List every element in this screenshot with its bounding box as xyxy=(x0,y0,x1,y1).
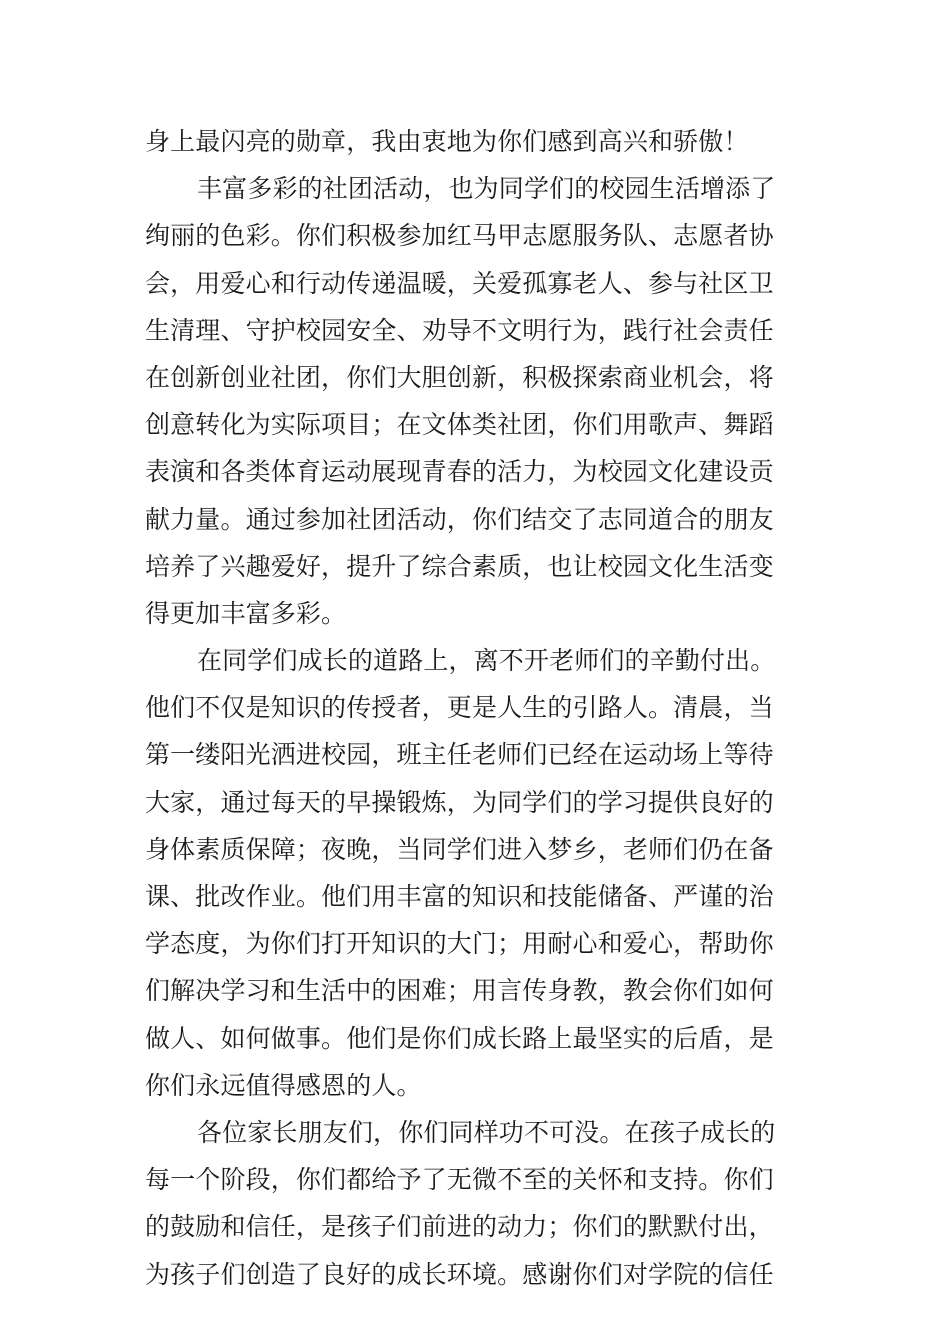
text-line: 绚丽的色彩。你们积极参加红马甲志愿服务队、志愿者协 xyxy=(145,221,774,251)
text-line: 培养了兴趣爱好，提升了综合素质，也让校园文化生活变 xyxy=(145,551,774,581)
text-line: 你们永远值得感恩的人。 xyxy=(145,1070,422,1100)
text-line: 丰富多彩的社团活动，也为同学们的校园生活增添了 xyxy=(197,174,776,204)
text-line: 创意转化为实际项目；在文体类社团，你们用歌声、舞蹈 xyxy=(145,410,774,440)
text-line: 第一缕阳光洒进校园，班主任老师们已经在运动场上等待 xyxy=(145,740,774,770)
text-line: 们解决学习和生活中的困难；用言传身教，教会你们如何 xyxy=(145,976,774,1006)
text-line: 生清理、守护校园安全、劝导不文明行为，践行社会责任 xyxy=(145,315,774,345)
text-line: 大家，通过每天的早操锻炼，为同学们的学习提供良好的 xyxy=(145,787,774,817)
text-line: 他们不仅是知识的传授者，更是人生的引路人。清晨，当 xyxy=(145,693,774,723)
text-line: 表演和各类体育运动展现青春的活力，为校园文化建设贡 xyxy=(145,457,774,487)
text-line: 身体素质保障；夜晚，当同学们进入梦乡，老师们仍在备 xyxy=(145,834,774,864)
text-line: 学态度，为你们打开知识的大门；用耐心和爱心，帮助你 xyxy=(145,929,774,959)
text-line: 献力量。通过参加社团活动，你们结交了志同道合的朋友 xyxy=(145,504,774,534)
text-line: 做人、如何做事。他们是你们成长路上最坚实的后盾，是 xyxy=(145,1023,774,1053)
text-line: 在同学们成长的道路上，离不开老师们的辛勤付出。 xyxy=(197,646,776,676)
text-line: 课、批改作业。他们用丰富的知识和技能储备、严谨的治 xyxy=(145,882,774,911)
text-line: 得更加丰富多彩。 xyxy=(145,598,347,628)
text-line: 各位家长朋友们，你们同样功不可没。在孩子成长的 xyxy=(197,1117,776,1147)
document-body xyxy=(145,118,810,1298)
text-line: 在创新创业社团，你们大胆创新，积极探索商业机会，将 xyxy=(145,362,774,392)
text-line: 身上最闪亮的勋章，我由衷地为你们感到高兴和骄傲！ xyxy=(145,127,749,156)
text-line: 的鼓励和信任，是孩子们前进的动力；你们的默默付出， xyxy=(145,1212,774,1242)
text-line: 为孩子们创造了良好的成长环境。感谢你们对学院的信任 xyxy=(145,1259,774,1289)
text-line: 每一个阶段，你们都给予了无微不至的关怀和支持。你们 xyxy=(145,1165,774,1195)
text-line: 会，用爱心和行动传递温暖，关爱孤寡老人、参与社区卫 xyxy=(145,268,774,298)
